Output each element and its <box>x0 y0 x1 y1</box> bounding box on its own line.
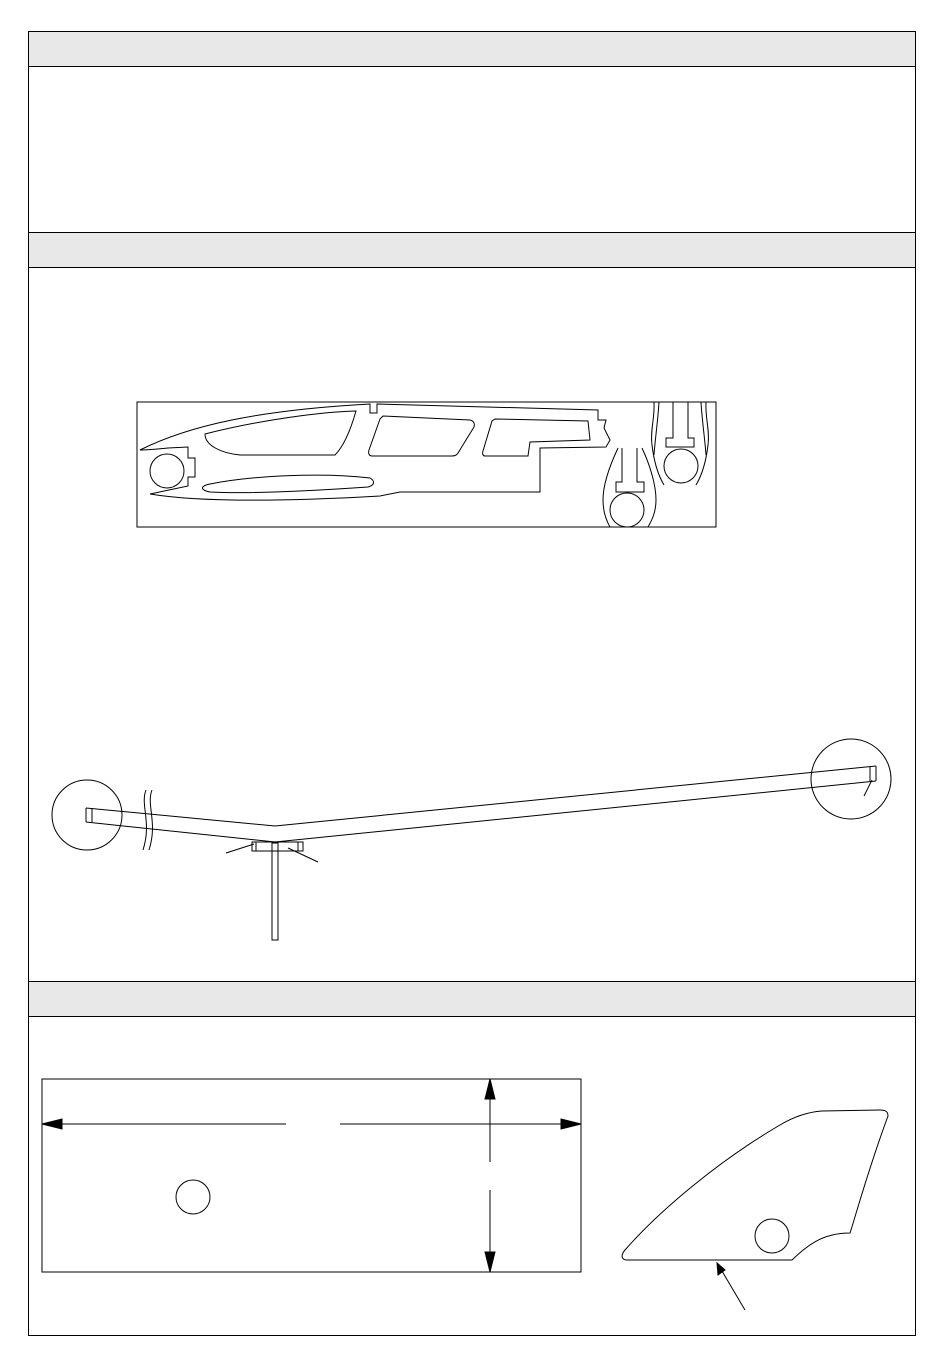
arrowhead-bottom <box>485 1252 495 1272</box>
template-hole <box>176 1180 210 1214</box>
break-mark <box>143 790 152 850</box>
arrowhead-left <box>42 1119 62 1129</box>
parts-sheet-border <box>137 402 716 527</box>
fin-hole <box>755 1219 789 1253</box>
dihedral-wing-assembly <box>52 739 891 940</box>
fin-pointer-line <box>719 1266 745 1310</box>
fin-template <box>622 1110 888 1310</box>
template-rectangle <box>42 1079 581 1272</box>
window-cutout-1 <box>369 416 475 456</box>
parts-sheet <box>137 402 716 527</box>
canopy-cutout <box>205 411 356 455</box>
arrowhead-right <box>561 1119 581 1129</box>
template-border <box>42 1079 581 1272</box>
leader-line-left-joiner <box>226 844 254 853</box>
window-cutout-2 <box>483 419 590 456</box>
detail-circle-right <box>811 739 891 819</box>
nose-weight-circle <box>150 454 184 488</box>
mount-hole-upper <box>664 449 698 483</box>
mast-post <box>272 843 278 940</box>
mount-hole-lower <box>610 493 644 527</box>
mount-part-upper <box>652 402 709 485</box>
wing-panel-left <box>86 766 876 842</box>
detail-circle-left <box>52 780 122 850</box>
arrowhead-top <box>485 1079 495 1099</box>
fuselage-outline <box>140 404 610 500</box>
lower-slot-cutout <box>203 475 374 493</box>
